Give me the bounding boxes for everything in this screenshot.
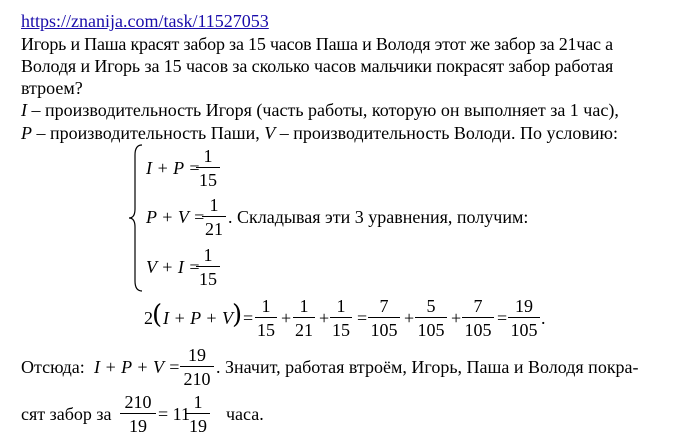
definition-text-1: – производительность Игоря (часть работы, которую он выполняет за 1 час), — [27, 100, 619, 120]
sum-term-1 — [255, 297, 277, 339]
op-4: + — [404, 308, 415, 328]
result-num: 19 — [188, 345, 206, 365]
eq3-fraction — [196, 246, 220, 288]
final-den-2: 19 — [189, 416, 207, 436]
system-note: . Складывая эти 3 уравнения, получим: — [228, 207, 529, 227]
term-num: 1 — [336, 296, 346, 316]
sum-coefficient: 2 — [144, 308, 153, 328]
fraction-bar — [180, 366, 214, 367]
term-den: 21 — [295, 320, 313, 340]
op-1: + — [281, 308, 292, 328]
fraction-bar — [330, 317, 352, 318]
eq1-fraction — [196, 147, 220, 189]
final-text: сят забор за — [21, 404, 112, 424]
term-den: 105 — [417, 320, 445, 340]
definition-line-1 — [21, 100, 619, 121]
eq2-num: 1 — [209, 195, 219, 215]
final-den-1: 19 — [129, 416, 147, 436]
eq2-fraction — [202, 196, 226, 238]
eq3-den: 15 — [199, 269, 217, 289]
eq3-num: 1 — [203, 245, 213, 265]
problem-line-1: Игорь и Паша красят забор за 15 часов Паша и Володя этот же забор за 21час а — [21, 34, 613, 54]
term-num: 7 — [379, 296, 389, 316]
op-3: = — [357, 308, 368, 328]
fraction-bar — [415, 317, 447, 318]
term-num: 7 — [473, 296, 483, 316]
fraction-bar — [255, 317, 277, 318]
sum-inner: I + P + V — [163, 308, 233, 328]
problem-line-3: втроем? — [21, 78, 83, 98]
result-label: Отсюда: — [21, 357, 85, 377]
term-num: 1 — [261, 296, 271, 316]
term-num: 19 — [515, 296, 533, 316]
definition-text-3: – производительность Володи. По условию: — [275, 123, 618, 143]
final-num-1: 210 — [124, 392, 152, 412]
eq1-den: 15 — [199, 170, 217, 190]
var-v: V — [264, 123, 276, 143]
system-brace — [128, 143, 144, 293]
right-paren: ) — [232, 300, 243, 330]
left-paren: ( — [152, 300, 163, 330]
var-i: I — [21, 100, 27, 120]
sum-end: . — [541, 308, 546, 328]
final-unit: часа. — [226, 404, 264, 424]
op-2: + — [319, 308, 330, 328]
final-fraction-2 — [186, 393, 210, 435]
fraction-bar — [196, 167, 220, 168]
final-num-2: 1 — [193, 392, 203, 412]
eq1-lhs: I + P = — [146, 158, 201, 178]
sum-term-7 — [508, 297, 540, 339]
fraction-bar — [368, 317, 400, 318]
result-text: . Значит, работая втроём, Игорь, Паша и Володя покра- — [216, 357, 639, 377]
result-expr: I + P + V = — [94, 357, 181, 377]
op-6: = — [497, 308, 508, 328]
fraction-bar — [196, 266, 220, 267]
term-den: 105 — [464, 320, 492, 340]
sum-term-4 — [368, 297, 400, 339]
fraction-bar — [293, 317, 315, 318]
var-p: P — [21, 123, 32, 143]
eq2-lhs: P + V = — [146, 207, 206, 227]
eq3-lhs: V + I = — [146, 257, 201, 277]
term-num: 1 — [299, 296, 309, 316]
definition-text-2: – производительность Паши, — [32, 123, 265, 143]
definition-line-2 — [21, 123, 618, 144]
result-fraction — [180, 346, 214, 388]
fraction-bar — [186, 413, 210, 414]
fraction-bar — [508, 317, 540, 318]
result-den: 210 — [183, 369, 211, 389]
eq2-den: 21 — [205, 219, 223, 239]
term-den: 15 — [332, 320, 350, 340]
eq1-num: 1 — [203, 146, 213, 166]
problem-line-2: Володя и Игорь за 15 часов за сколько часов мальчики покрасят забор работая — [21, 56, 614, 76]
final-equals: = 11 — [158, 404, 190, 424]
sum-term-5 — [415, 297, 447, 339]
term-den: 105 — [510, 320, 538, 340]
sum-term-2 — [293, 297, 315, 339]
source-link[interactable]: https://znanija.com/task/11527053 — [21, 11, 269, 31]
fraction-bar — [202, 216, 226, 217]
sum-term-6 — [462, 297, 494, 339]
term-num: 5 — [426, 296, 436, 316]
term-den: 105 — [370, 320, 398, 340]
sum-equals: = — [243, 308, 254, 328]
fraction-bar — [120, 413, 156, 414]
term-den: 15 — [257, 320, 275, 340]
op-5: + — [451, 308, 462, 328]
sum-term-3 — [330, 297, 352, 339]
final-fraction-1 — [120, 393, 156, 435]
fraction-bar — [462, 317, 494, 318]
